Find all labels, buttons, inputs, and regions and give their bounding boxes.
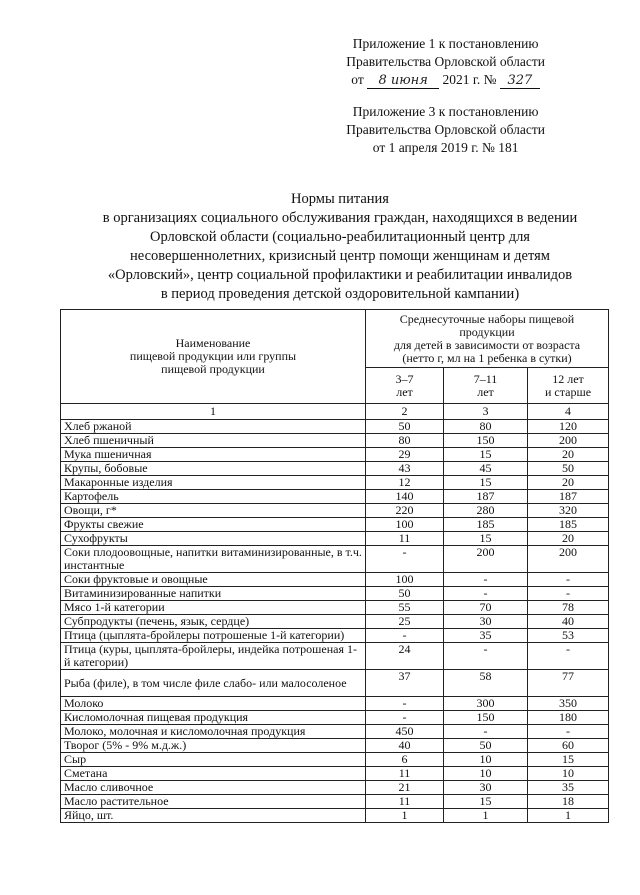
value-cell-age-group-2: 30	[444, 781, 528, 795]
col-number-2: 2	[366, 404, 444, 420]
value-cell-age-group-1: 100	[366, 518, 444, 532]
value-cell-age-group-3: -	[528, 573, 609, 587]
value-cell-age-group-2: 50	[444, 739, 528, 753]
table-row	[61, 518, 609, 532]
age-header-3-7	[366, 368, 444, 404]
value-cell-age-group-3: 50	[528, 462, 609, 476]
value-cell-age-group-1: -	[366, 711, 444, 725]
table-row	[61, 476, 609, 490]
value-cell-age-group-2: 58	[444, 670, 528, 697]
handwritten-date: 8 июня	[367, 74, 439, 89]
age-12-l2: и старше	[544, 384, 592, 399]
table-row	[61, 643, 609, 670]
product-name-cell: Молоко, молочная и кисломолочная продукция	[61, 725, 366, 739]
daily-sets-header	[366, 310, 609, 368]
value-cell-age-group-1: 55	[366, 601, 444, 615]
value-cell-age-group-1: 29	[366, 448, 444, 462]
value-cell-age-group-1: -	[366, 697, 444, 711]
value-cell-age-group-2: 280	[444, 504, 528, 518]
value-cell-age-group-2: 200	[444, 546, 528, 573]
product-name-cell: Овощи, г*	[61, 504, 366, 518]
product-name-cell: Фрукты свежие	[61, 518, 366, 532]
from-label: от	[351, 72, 364, 87]
appendix-1-date-line	[346, 71, 545, 89]
value-cell-age-group-3: 20	[528, 448, 609, 462]
value-cell-age-group-2: 150	[444, 711, 528, 725]
title-line4: несовершеннолетних, кризисный центр помощи женщинам и детям	[130, 248, 550, 264]
value-cell-age-group-2: 45	[444, 462, 528, 476]
title-line5: «Орловский», центр социальной профилактики и реабилитации инвалидов	[107, 267, 573, 283]
product-name-cell: Соки фруктовые и овощные	[61, 573, 366, 587]
value-cell-age-group-2: -	[444, 573, 528, 587]
product-header-line2: пищевой продукции или группы	[129, 349, 297, 363]
value-cell-age-group-3: 1	[528, 809, 609, 823]
value-cell-age-group-3: 180	[528, 711, 609, 725]
table-row	[61, 448, 609, 462]
table-row	[61, 711, 609, 725]
value-cell-age-group-2: 150	[444, 434, 528, 448]
table-row	[61, 767, 609, 781]
table-row	[61, 615, 609, 629]
age-3-7-l1: 3–7	[395, 371, 414, 386]
value-cell-age-group-3: 20	[528, 476, 609, 490]
value-cell-age-group-2: 35	[444, 629, 528, 643]
group-header-line3: для детей в зависимости от возраста	[393, 337, 581, 352]
document-title	[70, 190, 610, 304]
product-name-cell: Хлеб пшеничный	[61, 434, 366, 448]
value-cell-age-group-3: -	[528, 587, 609, 601]
table-header-row	[61, 310, 609, 368]
value-cell-age-group-2: 15	[444, 795, 528, 809]
table-row	[61, 795, 609, 809]
value-cell-age-group-1: 140	[366, 490, 444, 504]
col-number-4: 4	[528, 404, 609, 420]
value-cell-age-group-1: 11	[366, 795, 444, 809]
product-name-header	[61, 310, 366, 404]
value-cell-age-group-2: 15	[444, 448, 528, 462]
value-cell-age-group-1: 6	[366, 753, 444, 767]
appendix-3-line3: от 1 апреля 2019 г. № 181	[372, 140, 519, 155]
table-row	[61, 670, 609, 697]
value-cell-age-group-1: 50	[366, 420, 444, 434]
value-cell-age-group-2: 185	[444, 518, 528, 532]
product-name-cell: Сыр	[61, 753, 366, 767]
value-cell-age-group-1: 80	[366, 434, 444, 448]
table-row	[61, 587, 609, 601]
table-row	[61, 573, 609, 587]
age-3-7-l2: лет	[396, 384, 413, 399]
value-cell-age-group-2: -	[444, 587, 528, 601]
value-cell-age-group-1: 50	[366, 587, 444, 601]
appendix-3-header	[346, 103, 545, 157]
value-cell-age-group-2: 70	[444, 601, 528, 615]
value-cell-age-group-3: -	[528, 643, 609, 670]
value-cell-age-group-2: 10	[444, 767, 528, 781]
product-name-cell: Рыба (филе), в том числе филе слабо- или малосоленое	[61, 670, 366, 697]
product-name-cell: Субпродукты (печень, язык, сердце)	[61, 615, 366, 629]
product-name-cell: Молоко	[61, 697, 366, 711]
value-cell-age-group-3: 40	[528, 615, 609, 629]
product-name-cell: Мясо 1-й категории	[61, 601, 366, 615]
value-cell-age-group-1: 12	[366, 476, 444, 490]
product-name-cell: Птица (куры, цыплята-бройлеры, индейка потрошеная 1-й категории)	[61, 643, 366, 670]
value-cell-age-group-1: -	[366, 629, 444, 643]
value-cell-age-group-3: 10	[528, 767, 609, 781]
value-cell-age-group-3: 20	[528, 532, 609, 546]
table-row	[61, 434, 609, 448]
table-row	[61, 546, 609, 573]
value-cell-age-group-3: 120	[528, 420, 609, 434]
product-name-cell: Масло растительное	[61, 795, 366, 809]
value-cell-age-group-1: 1	[366, 809, 444, 823]
value-cell-age-group-2: 15	[444, 476, 528, 490]
appendix-3-line1: Приложение 3 к постановлению	[352, 104, 539, 119]
table-row	[61, 753, 609, 767]
appendix-1-line2: Правительства Орловской области	[346, 54, 545, 69]
table-body	[61, 420, 609, 823]
title-line3: Орловской области (социально-реабилитационный центр для	[150, 229, 530, 245]
column-numbering-row	[61, 404, 609, 420]
handwritten-number: 327	[500, 74, 540, 89]
table-row	[61, 490, 609, 504]
value-cell-age-group-1: 24	[366, 643, 444, 670]
table-row	[61, 462, 609, 476]
product-name-cell: Мука пшеничная	[61, 448, 366, 462]
age-7-11-l1: 7–11	[473, 371, 498, 386]
col-number-3: 3	[444, 404, 528, 420]
value-cell-age-group-3: 18	[528, 795, 609, 809]
value-cell-age-group-2: -	[444, 643, 528, 670]
table-row	[61, 781, 609, 795]
value-cell-age-group-1: 21	[366, 781, 444, 795]
age-7-11-l2: лет	[477, 384, 494, 399]
value-cell-age-group-2: 1	[444, 809, 528, 823]
value-cell-age-group-3: 77	[528, 670, 609, 697]
value-cell-age-group-3: 320	[528, 504, 609, 518]
value-cell-age-group-3: 53	[528, 629, 609, 643]
value-cell-age-group-1: 11	[366, 532, 444, 546]
value-cell-age-group-1: 40	[366, 739, 444, 753]
value-cell-age-group-2: 30	[444, 615, 528, 629]
product-name-cell: Масло сливочное	[61, 781, 366, 795]
value-cell-age-group-3: 60	[528, 739, 609, 753]
value-cell-age-group-1: 11	[366, 767, 444, 781]
table-row	[61, 532, 609, 546]
product-header-line3: пищевой продукции	[161, 362, 265, 376]
product-name-cell: Яйцо, шт.	[61, 809, 366, 823]
table-row	[61, 629, 609, 643]
value-cell-age-group-3: 187	[528, 490, 609, 504]
value-cell-age-group-1: 450	[366, 725, 444, 739]
appendix-1-header	[346, 35, 545, 89]
col-number-1: 1	[61, 404, 366, 420]
group-header-line1: Среднесуточные наборы пищевой	[399, 311, 575, 326]
table-row	[61, 809, 609, 823]
table-row	[61, 725, 609, 739]
nutrition-norms-table	[60, 309, 609, 823]
group-header-line2: продукции	[459, 324, 515, 339]
value-cell-age-group-3: 185	[528, 518, 609, 532]
value-cell-age-group-2: 187	[444, 490, 528, 504]
product-name-cell: Макаронные изделия	[61, 476, 366, 490]
product-name-cell: Творог (5% - 9% м.д.ж.)	[61, 739, 366, 753]
value-cell-age-group-2: 80	[444, 420, 528, 434]
table-row	[61, 697, 609, 711]
value-cell-age-group-3: 200	[528, 546, 609, 573]
product-header-line1: Наименование	[175, 336, 251, 350]
product-name-cell: Крупы, бобовые	[61, 462, 366, 476]
value-cell-age-group-3: -	[528, 725, 609, 739]
value-cell-age-group-2: 15	[444, 532, 528, 546]
value-cell-age-group-1: 100	[366, 573, 444, 587]
appendix-3-line2: Правительства Орловской области	[346, 122, 545, 137]
value-cell-age-group-3: 350	[528, 697, 609, 711]
value-cell-age-group-2: 10	[444, 753, 528, 767]
group-header-line4: (нетто г, мл на 1 ребенка в сутки)	[402, 350, 572, 365]
product-name-cell: Сухофрукты	[61, 532, 366, 546]
value-cell-age-group-3: 15	[528, 753, 609, 767]
age-header-7-11	[444, 368, 528, 404]
value-cell-age-group-3: 78	[528, 601, 609, 615]
value-cell-age-group-1: 25	[366, 615, 444, 629]
product-name-cell: Хлеб ржаной	[61, 420, 366, 434]
value-cell-age-group-1: 37	[366, 670, 444, 697]
value-cell-age-group-1: 43	[366, 462, 444, 476]
title-line6: в период проведения детской оздоровительной кампании)	[160, 286, 520, 302]
product-name-cell: Соки плодоовощные, напитки витаминизированные, в т.ч. инстантные	[61, 546, 366, 573]
value-cell-age-group-2: -	[444, 725, 528, 739]
table-row	[61, 739, 609, 753]
product-name-cell: Витаминизированные напитки	[61, 587, 366, 601]
age-header-12-plus	[528, 368, 609, 404]
title-line2: в организациях социального обслуживания граждан, находящихся в ведении	[102, 210, 578, 226]
year-label: 2021 г. №	[442, 72, 497, 87]
product-name-cell: Кисломолочная пищевая продукция	[61, 711, 366, 725]
value-cell-age-group-3: 200	[528, 434, 609, 448]
title-line1: Нормы питания	[291, 191, 389, 207]
age-12-l1: 12 лет	[552, 371, 584, 386]
table-row	[61, 601, 609, 615]
value-cell-age-group-3: 35	[528, 781, 609, 795]
table-row	[61, 420, 609, 434]
table-row	[61, 504, 609, 518]
value-cell-age-group-1: 220	[366, 504, 444, 518]
value-cell-age-group-1: -	[366, 546, 444, 573]
value-cell-age-group-2: 300	[444, 697, 528, 711]
product-name-cell: Сметана	[61, 767, 366, 781]
appendix-1-line1: Приложение 1 к постановлению	[352, 36, 539, 51]
product-name-cell: Птица (цыплята-бройлеры потрошеные 1-й категории)	[61, 629, 366, 643]
product-name-cell: Картофель	[61, 490, 366, 504]
